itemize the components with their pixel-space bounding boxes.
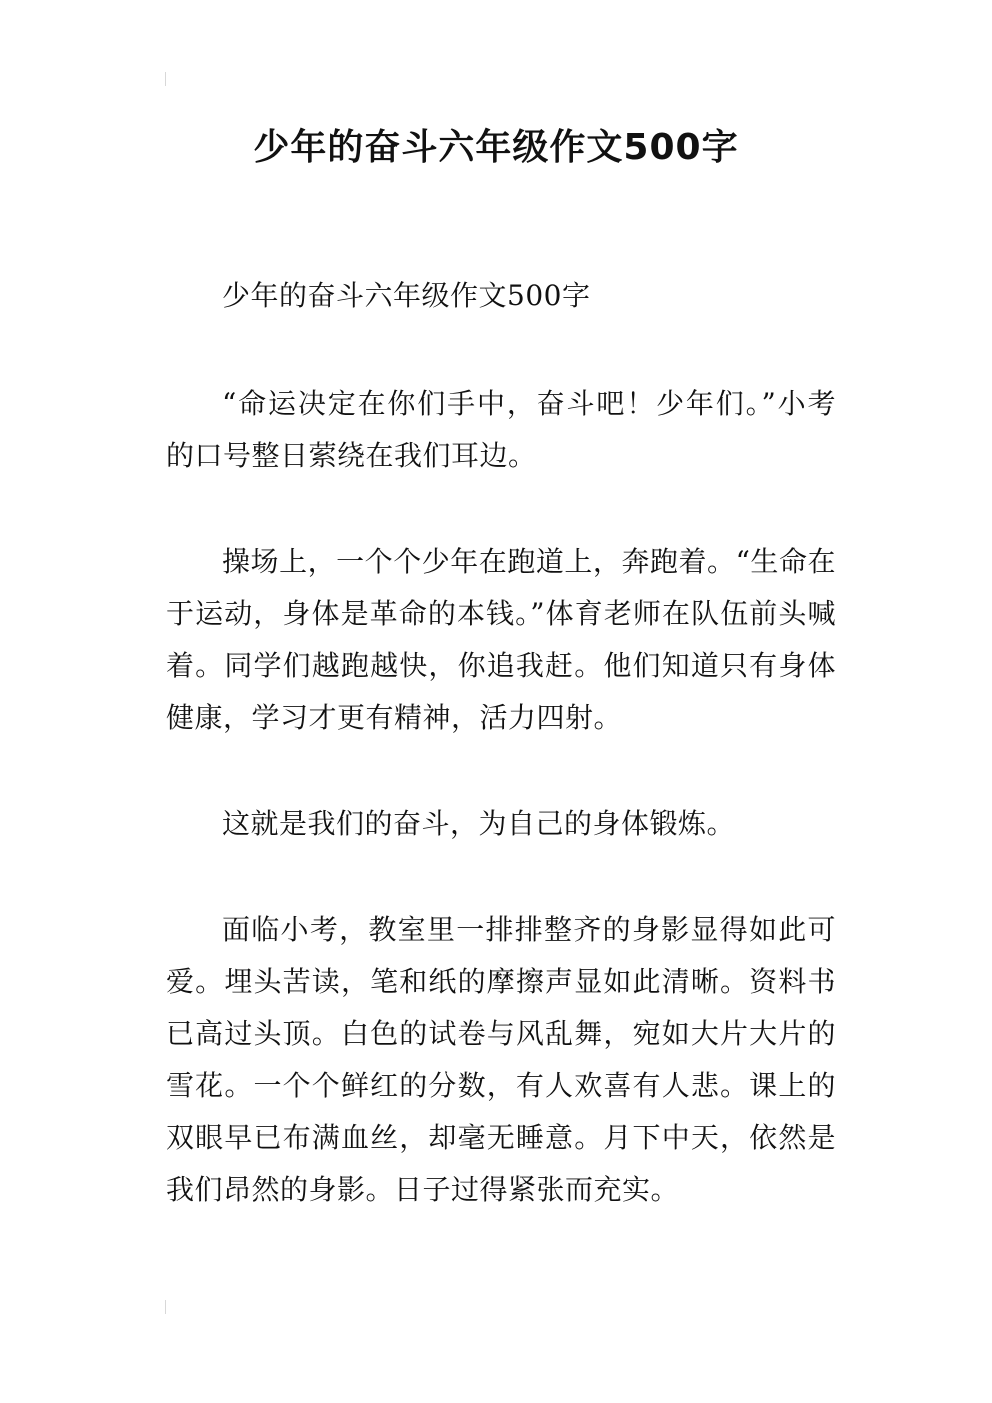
document-subtitle: 少年的奋斗六年级作文500字: [222, 279, 591, 312]
paragraph-4: 面临小考，教室里一排排整齐的身影显得如此可爱。埋头苦读，笔和纸的摩擦声显如此清晰。资料书已高过头顶。白色的试卷与风乱舞，宛如大片大片的雪花。一个个鲜红的分数，有人欢喜有人悲。课上的双眼早已布满血丝，却毫无睡意。月下中天，依然是我们昂然的身影。日子过得紧张而充实。: [166, 913, 836, 1206]
document-body: [166, 270, 836, 1216]
paragraph-gap: [166, 482, 836, 536]
paragraph-1: “命运决定在你们手中，奋斗吧！少年们。”小考的口号整日萦绕在我们耳边。: [166, 387, 836, 472]
page-margin-mark-top: [165, 72, 166, 86]
paragraph-gap: [166, 850, 836, 904]
paragraph-gap: [166, 744, 836, 798]
page-margin-mark-bottom: [165, 1300, 166, 1314]
document-title: 少年的奋斗六年级作文500字: [253, 127, 739, 168]
paragraph-3: 这就是我们的奋斗，为自己的身体锻炼。: [222, 807, 736, 840]
paragraph-2: 操场上，一个个少年在跑道上，奔跑着。“生命在于运动，身体是革命的本钱。”体育老师在队伍前头喊着。同学们越跑越快，你追我赶。他们知道只有身体健康，学习才更有精神，活力四射。: [166, 545, 836, 734]
